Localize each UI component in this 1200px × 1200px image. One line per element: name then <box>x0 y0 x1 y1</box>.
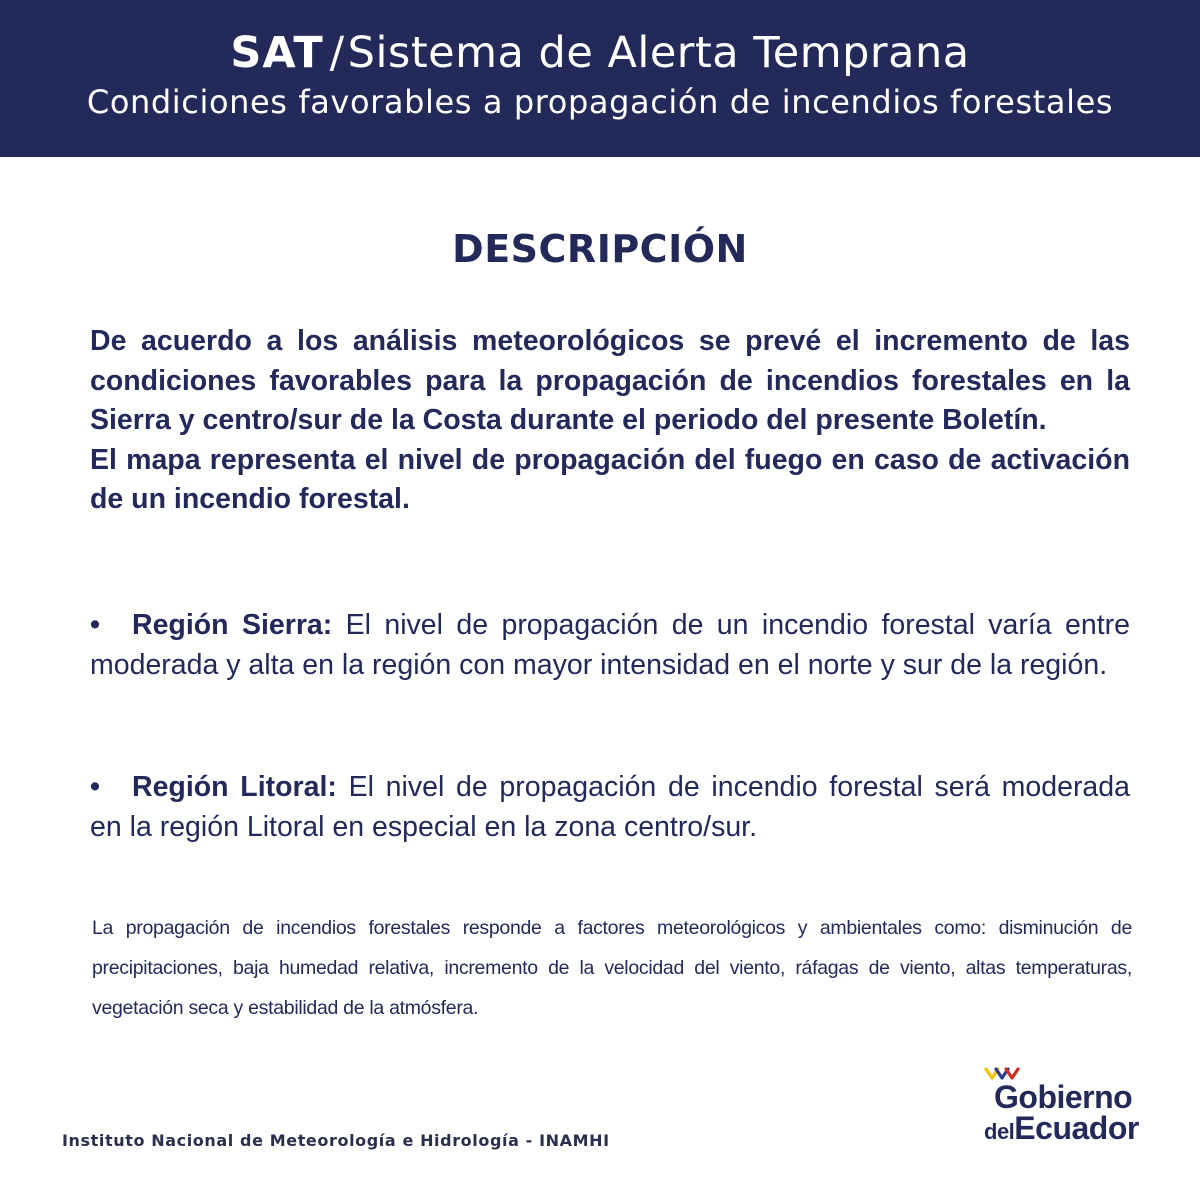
gobierno-ecuador-logo <box>984 1066 1154 1146</box>
intro-paragraph-1: De acuerdo a los análisis meteorológicos se prevé el incremento de las condiciones favorables para la propagación de incendios forestales en la Sierra y centro/sur de la Costa durante el periodo del presente Boletín. <box>90 325 1130 436</box>
institute-name: Instituto Nacional de Meteorología e Hidrología - INAMHI <box>62 1131 610 1150</box>
region-litoral-text: El nivel de propagación de incendio forestal será moderada en la región Litoral en especial en la zona centro/sur. <box>90 771 1130 843</box>
header-separator: / <box>329 28 345 78</box>
region-sierra-text: El nivel de propagación de un incendio forestal varía entre moderada y alta en la región con mayor intensidad en el norte y sur de la región. <box>90 609 1130 681</box>
region-litoral-item <box>90 768 1130 847</box>
logo-ecuador-text: Ecuador <box>1014 1110 1139 1146</box>
bullet-icon: • <box>90 609 100 641</box>
sat-acronym: SAT <box>230 28 324 78</box>
header-banner <box>0 0 1200 157</box>
logo-gobierno-text: Gobierno <box>994 1079 1133 1115</box>
region-sierra-item <box>90 606 1130 685</box>
section-title: DESCRIPCIÓN <box>452 227 748 271</box>
header-title <box>0 28 1200 78</box>
header-subtitle: Condiciones favorables a propagación de incendios forestales <box>86 83 1114 121</box>
intro-paragraph-2: El mapa representa el nivel de propagación del fuego en caso de activación de un incendio forestal. <box>90 443 1130 515</box>
region-sierra-label: Región Sierra: <box>132 609 333 641</box>
logo-del-text: del <box>984 1119 1015 1144</box>
bullet-icon: • <box>90 771 100 803</box>
footnote-text: La propagación de incendios forestales responde a factores meteorológicos y ambientales como: disminución de precipitaciones, baja humedad relativa, incremento de la velocidad del viento, ráfagas de viento, altas temperaturas, vegetación seca y estabilidad de la atmósfera. <box>92 917 1132 1019</box>
logo-del-ecuador <box>984 1110 1139 1147</box>
intro-text <box>90 322 1130 520</box>
region-litoral-label: Región Litoral: <box>132 771 337 803</box>
header-title-text: Sistema de Alerta Temprana <box>347 28 970 78</box>
